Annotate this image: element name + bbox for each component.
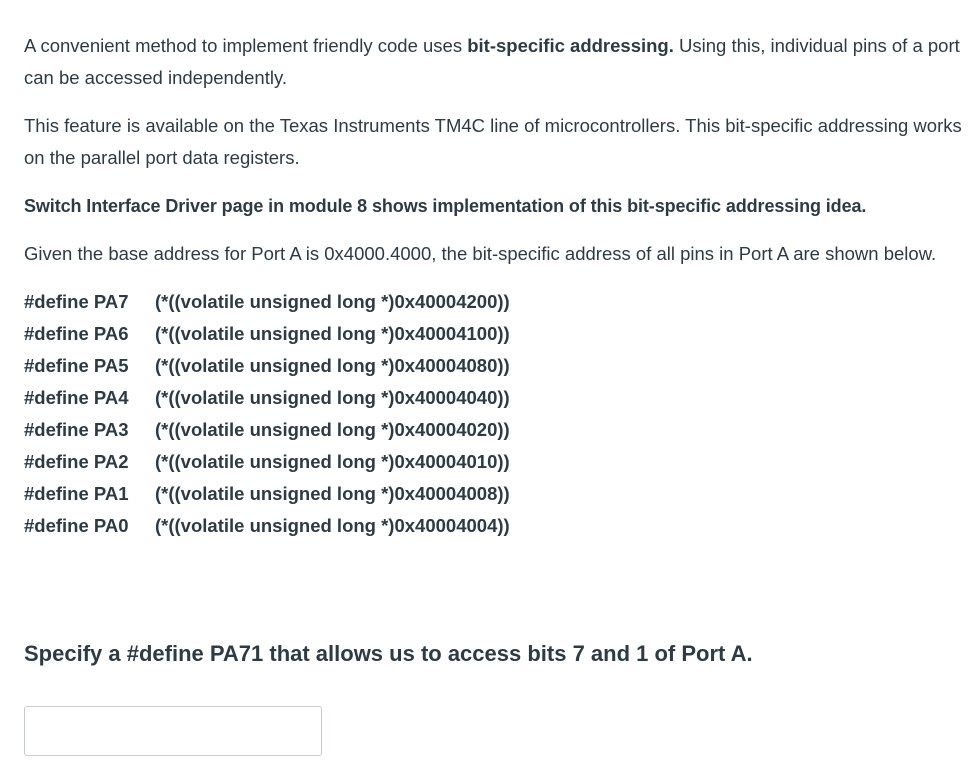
define-value: (*((volatile unsigned long *)0x40004100)) bbox=[155, 323, 510, 344]
define-value: (*((volatile unsigned long *)0x40004080)) bbox=[155, 355, 510, 376]
define-row bbox=[24, 446, 964, 478]
define-row bbox=[24, 286, 964, 318]
intro-paragraph bbox=[24, 30, 964, 94]
answer-input[interactable] bbox=[24, 706, 322, 756]
reference-paragraph: Switch Interface Driver page in module 8 shows implementation of this bit-specific addressing idea. bbox=[24, 196, 867, 216]
intro-bold-term: bit-specific addressing. bbox=[467, 35, 674, 56]
define-value: (*((volatile unsigned long *)0x40004040)) bbox=[155, 387, 510, 408]
define-name: #define PA6 bbox=[24, 323, 129, 344]
define-value: (*((volatile unsigned long *)0x40004004)) bbox=[155, 515, 510, 536]
define-name: #define PA7 bbox=[24, 291, 129, 312]
define-row bbox=[24, 478, 964, 510]
define-value: (*((volatile unsigned long *)0x40004010)) bbox=[155, 451, 510, 472]
define-value: (*((volatile unsigned long *)0x40004200)) bbox=[155, 291, 510, 312]
define-name: #define PA2 bbox=[24, 451, 129, 472]
define-list bbox=[24, 286, 964, 542]
define-name: #define PA3 bbox=[24, 419, 129, 440]
define-name: #define PA0 bbox=[24, 515, 129, 536]
define-name: #define PA4 bbox=[24, 387, 129, 408]
intro-text-end: Using this, individual pins of a port can be accessed independently. bbox=[24, 35, 960, 88]
question-body bbox=[24, 30, 964, 542]
define-row bbox=[24, 382, 964, 414]
define-value: (*((volatile unsigned long *)0x40004020)) bbox=[155, 419, 510, 440]
intro-text-start: A convenient method to implement friendly code uses bbox=[24, 35, 468, 56]
define-row bbox=[24, 414, 964, 446]
define-name: #define PA5 bbox=[24, 355, 129, 376]
define-row bbox=[24, 510, 964, 542]
define-row bbox=[24, 318, 964, 350]
define-value: (*((volatile unsigned long *)0x40004008)) bbox=[155, 483, 510, 504]
define-name: #define PA1 bbox=[24, 483, 129, 504]
question-prompt: Specify a #define PA71 that allows us to access bits 7 and 1 of Port A. bbox=[24, 641, 753, 666]
feature-paragraph: This feature is available on the Texas Instruments TM4C line of microcontrollers. This bit-specific addressing works on the parallel port data registers. bbox=[24, 115, 962, 168]
define-row bbox=[24, 350, 964, 382]
base-address-paragraph: Given the base address for Port A is 0x4000.4000, the bit-specific address of all pins in Port A are shown below. bbox=[24, 243, 937, 264]
